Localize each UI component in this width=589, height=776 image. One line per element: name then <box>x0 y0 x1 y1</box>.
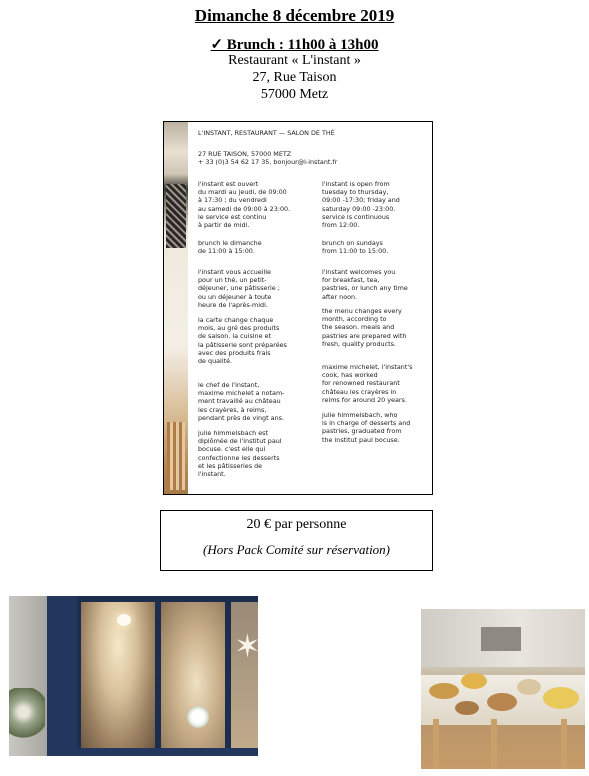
flyer-fr-welcome: l'instant vous accueille pour un thé, un petit- déjeuner, une pâtisserie ; ou un déjeuner à toute heure de l'après-midi. <box>198 268 280 309</box>
flyer-address: 27 RUE TAISON, 57000 METZ + 33 (0)3 54 62 17 35, bonjour@l-instant.fr <box>198 150 338 167</box>
buffet-dish <box>455 701 479 715</box>
facade-sill <box>47 748 258 756</box>
buffet-table-leg <box>433 719 439 769</box>
restaurant-flyer <box>163 121 433 495</box>
buffet-dish <box>517 679 541 695</box>
buffet-shelf <box>481 627 521 651</box>
facade-plant <box>9 688 45 748</box>
facade-lamp <box>117 614 131 626</box>
flyer-en-welcome: l'instant welcomes you for breakfast, tea, pastries, or lunch any time after noon. <box>322 268 408 301</box>
flyer-side-photo <box>164 122 188 494</box>
flyer-fr-hours: l'instant est ouvert du mardi au jeudi, de 09:00 à 17:30 ; du vendredi au samedi de 09:00 à 23:00. le service est continu à partir de midi. <box>198 180 291 230</box>
page-title: Dimanche 8 décembre 2019 <box>194 6 395 25</box>
facade-window-right <box>231 602 258 748</box>
flyer-fr-sunday: brunch le dimanche de 11:00 à 15:00. <box>198 239 262 256</box>
restaurant-name: Restaurant « L'instant » <box>228 53 361 68</box>
restaurant-street: 27, Rue Taison <box>252 70 337 85</box>
brunch-buffet-photo <box>421 609 585 769</box>
buffet-table-leg <box>491 719 497 769</box>
buffet-dish <box>429 683 459 699</box>
price-box <box>160 510 433 571</box>
flyer-en-hours: l'instant is open from tuesday to thursday, 09:00 -17:30; friday and saturday 09:00 -23:00. service is continuous from 12:00. <box>322 180 400 230</box>
flyer-fr-chef: le chef de l'instant, maxime michelet a notam- ment travaillé au château les crayères, à reims, pendant près de vingt ans. <box>198 381 285 422</box>
restaurant-city: 57000 Metz <box>260 87 329 102</box>
buffet-dish <box>487 693 517 711</box>
price-amount: 20 € par personne <box>246 517 347 532</box>
flyer-fr-menu: la carte change chaque mois, au gré des produits de saison. la cuisine et la pâtisserie sont préparées avec des produits frais de qualité. <box>198 316 287 366</box>
flyer-fr-pastry: julie himmelsbach est diplômée de l'institut paul bocuse. c'est elle qui confectionne les desserts et les pâtisseries de l'instant. <box>198 429 282 479</box>
facade-flowers <box>187 706 209 728</box>
buffet-dish <box>461 673 487 689</box>
flyer-photo-chair <box>167 422 185 490</box>
buffet-dish <box>543 687 579 709</box>
price-note: (Hors Pack Comité sur réservation) <box>202 542 391 557</box>
brunch-time: ✓ Brunch : 11h00 à 13h00 <box>210 37 379 53</box>
flyer-en-menu: the menu changes every month, according to the season. meals and pastries are prepared with fresh, quality products. <box>322 307 407 348</box>
facade-frame <box>47 596 77 756</box>
flyer-heading: L'INSTANT, RESTAURANT — SALON DE THÉ <box>198 129 335 137</box>
flyer-en-chef: maxime michelet, l'instant's cook, has worked for renowned restaurant château les crayères in reims for around 20 years. <box>322 363 413 404</box>
restaurant-facade-photo <box>9 596 261 756</box>
flyer-en-sunday: brunch on sundays from 11:00 to 15:00. <box>322 239 389 256</box>
star-decoration-icon: ✶ <box>234 627 261 665</box>
flyer-en-pastry: julie himmelsbach, who is in charge of desserts and pastries, graduated from the institut paul bocuse. <box>322 411 411 444</box>
flyer-photo-decor <box>166 184 186 248</box>
buffet-table-leg <box>561 719 567 769</box>
